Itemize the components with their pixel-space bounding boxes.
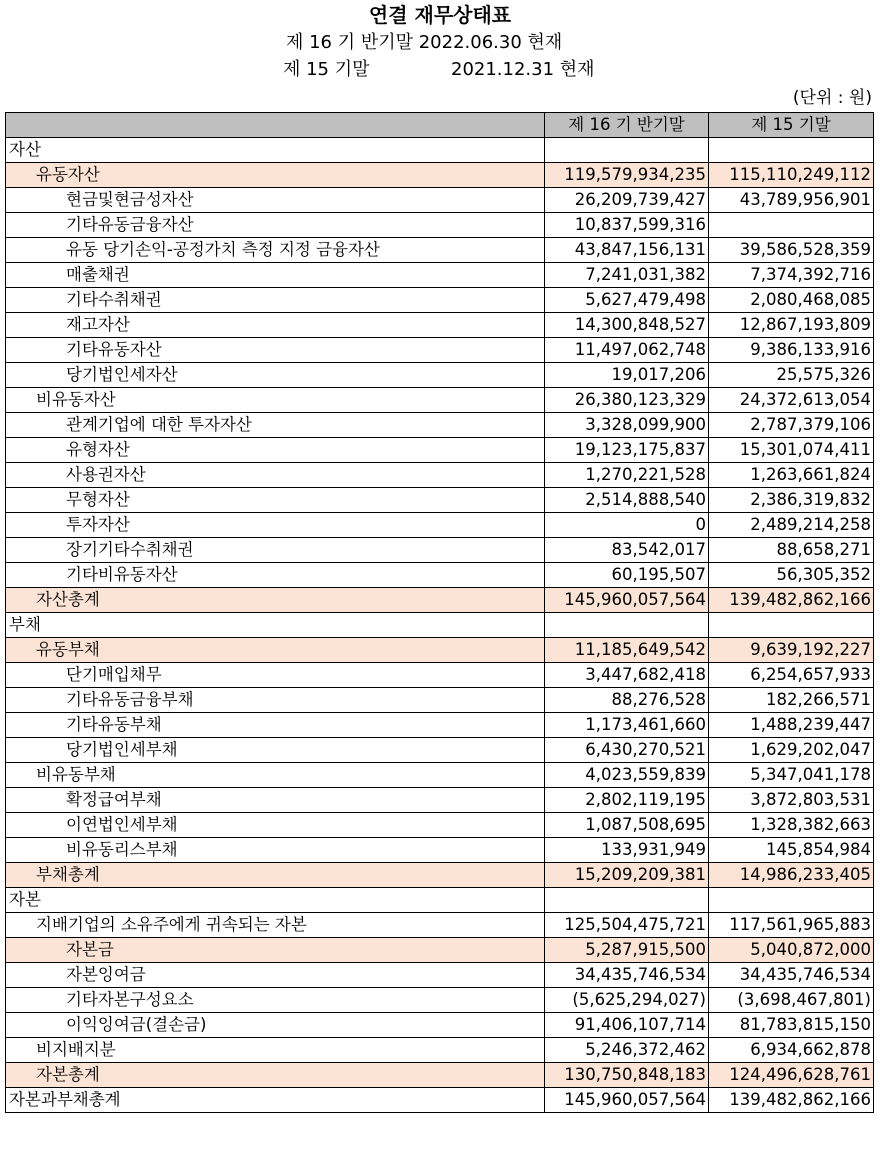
row-label: 지배기업의 소유주에게 귀속되는 자본: [6, 913, 545, 938]
current-period-value: (5,625,294,027): [545, 988, 709, 1013]
previous-period-value: 1,263,661,824: [709, 463, 874, 488]
table-row: [6, 438, 874, 463]
current-period-value: 11,497,062,748: [545, 338, 709, 363]
previous-period-value: [709, 138, 874, 163]
previous-period-value: 88,658,271: [709, 538, 874, 563]
row-label: 유동부채: [6, 638, 545, 663]
row-label: 기타자본구성요소: [6, 988, 545, 1013]
table-row: [6, 288, 874, 313]
row-label: 투자자산: [6, 513, 545, 538]
previous-period-value: [709, 213, 874, 238]
table-row: [6, 188, 874, 213]
previous-period-value: 3,872,803,531: [709, 788, 874, 813]
table-row: [6, 913, 874, 938]
table-row: [6, 388, 874, 413]
row-label: 자본금: [6, 938, 545, 963]
row-label: 비유동부채: [6, 763, 545, 788]
row-label: 이연법인세부채: [6, 813, 545, 838]
table-row: [6, 988, 874, 1013]
current-period-value: 83,542,017: [545, 538, 709, 563]
current-period-value: 10,837,599,316: [545, 213, 709, 238]
row-label: 자본잉여금: [6, 963, 545, 988]
table-row: [6, 713, 874, 738]
header-previous-period: 제 15 기말: [709, 113, 874, 138]
current-period-value: 43,847,156,131: [545, 238, 709, 263]
current-period-value: [545, 138, 709, 163]
row-label: 자본: [6, 888, 545, 913]
previous-period-value: 2,787,379,106: [709, 413, 874, 438]
table-row: [6, 488, 874, 513]
current-period-value: [545, 613, 709, 638]
previous-period-value: 1,629,202,047: [709, 738, 874, 763]
current-period-value: 5,627,479,498: [545, 288, 709, 313]
current-period-value: 133,931,949: [545, 838, 709, 863]
table-row: [6, 888, 874, 913]
current-period-value: 3,447,682,418: [545, 663, 709, 688]
previous-period-value: 117,561,965,883: [709, 913, 874, 938]
current-period-value: 130,750,848,183: [545, 1063, 709, 1088]
report-title: 연결 재무상태표: [368, 3, 512, 27]
current-period-value: 5,287,915,500: [545, 938, 709, 963]
previous-period-value: [709, 888, 874, 913]
previous-period-value: 43,789,956,901: [709, 188, 874, 213]
current-period-value: 0: [545, 513, 709, 538]
row-label: 확정급여부채: [6, 788, 545, 813]
row-label: 당기법인세자산: [6, 363, 545, 388]
previous-period-value: 15,301,074,411: [709, 438, 874, 463]
previous-period-value: 124,496,628,761: [709, 1063, 874, 1088]
current-period-value: 119,579,934,235: [545, 163, 709, 188]
table-row: [6, 313, 874, 338]
current-period-value: 2,802,119,195: [545, 788, 709, 813]
table-row: [6, 338, 874, 363]
table-row: [6, 163, 874, 188]
row-label: 장기기타수취채권: [6, 538, 545, 563]
row-label: 자산: [6, 138, 545, 163]
table-row: [6, 263, 874, 288]
table-row: [6, 363, 874, 388]
previous-period-value: 56,305,352: [709, 563, 874, 588]
table-row: [6, 1063, 874, 1088]
previous-period-value: 2,080,468,085: [709, 288, 874, 313]
previous-period-value: 24,372,613,054: [709, 388, 874, 413]
current-period-value: 19,123,175,837: [545, 438, 709, 463]
current-period-value: 4,023,559,839: [545, 763, 709, 788]
row-label: 비유동리스부채: [6, 838, 545, 863]
current-period-value: 34,435,746,534: [545, 963, 709, 988]
current-period-value: 6,430,270,521: [545, 738, 709, 763]
row-label: 유동자산: [6, 163, 545, 188]
current-period-value: [545, 888, 709, 913]
table-row: [6, 563, 874, 588]
current-period-value: 1,270,221,528: [545, 463, 709, 488]
previous-period-value: 145,854,984: [709, 838, 874, 863]
table-row: [6, 938, 874, 963]
row-label: 무형자산: [6, 488, 545, 513]
table-row: [6, 1088, 874, 1113]
table-row: [6, 763, 874, 788]
row-label: 부채: [6, 613, 545, 638]
table-row: [6, 788, 874, 813]
current-period-value: 26,380,123,329: [545, 388, 709, 413]
current-period-value: 14,300,848,527: [545, 313, 709, 338]
table-row: [6, 138, 874, 163]
previous-period-value: 1,488,239,447: [709, 713, 874, 738]
table-header-row: [6, 113, 874, 138]
row-label: 단기매입채무: [6, 663, 545, 688]
table-row: [6, 613, 874, 638]
unit-label: (단위 : 원): [792, 88, 872, 108]
balance-sheet-table: [5, 112, 874, 1113]
row-label: 비유동자산: [6, 388, 545, 413]
previous-period-value: 139,482,862,166: [709, 588, 874, 613]
previous-period-value: 39,586,528,359: [709, 238, 874, 263]
previous-period-label: 제 15 기말: [283, 59, 370, 80]
current-period-value: 15,209,209,381: [545, 863, 709, 888]
previous-period-value: 2,386,319,832: [709, 488, 874, 513]
current-period-value: 60,195,507: [545, 563, 709, 588]
current-period-value: 7,241,031,382: [545, 263, 709, 288]
current-period-value: 91,406,107,714: [545, 1013, 709, 1038]
table-row: [6, 663, 874, 688]
previous-period-value: 9,639,192,227: [709, 638, 874, 663]
current-period-value: 2,514,888,540: [545, 488, 709, 513]
previous-period-value: 9,386,133,916: [709, 338, 874, 363]
row-label: 유동 당기손익-공정가치 측정 지정 금융자산: [6, 238, 545, 263]
previous-period-value: 25,575,326: [709, 363, 874, 388]
table-row: [6, 688, 874, 713]
previous-period-value: 5,040,872,000: [709, 938, 874, 963]
header-label-cell: [6, 113, 545, 138]
table-row: [6, 588, 874, 613]
table-row: [6, 413, 874, 438]
previous-period-value: 34,435,746,534: [709, 963, 874, 988]
table-row: [6, 513, 874, 538]
table-row: [6, 738, 874, 763]
row-label: 자본과부채총계: [6, 1088, 545, 1113]
current-period-value: 5,246,372,462: [545, 1038, 709, 1063]
row-label: 관계기업에 대한 투자자산: [6, 413, 545, 438]
table-row: [6, 638, 874, 663]
table-row: [6, 538, 874, 563]
row-label: 현금및현금성자산: [6, 188, 545, 213]
current-period-value: 88,276,528: [545, 688, 709, 713]
current-period-value: 11,185,649,542: [545, 638, 709, 663]
table-row: [6, 463, 874, 488]
previous-period-value: 81,783,815,150: [709, 1013, 874, 1038]
current-period-value: 1,087,508,695: [545, 813, 709, 838]
previous-period-value: 2,489,214,258: [709, 513, 874, 538]
table-row: [6, 838, 874, 863]
row-label: 매출채권: [6, 263, 545, 288]
previous-period-value: 12,867,193,809: [709, 313, 874, 338]
previous-period-value: 7,374,392,716: [709, 263, 874, 288]
row-label: 자본총계: [6, 1063, 545, 1088]
row-label: 기타유동자산: [6, 338, 545, 363]
row-label: 기타유동금융자산: [6, 213, 545, 238]
previous-period-value: 6,934,662,878: [709, 1038, 874, 1063]
current-period-value: 145,960,057,564: [545, 588, 709, 613]
previous-period-value: [709, 613, 874, 638]
row-label: 재고자산: [6, 313, 545, 338]
row-label: 비지배지분: [6, 1038, 545, 1063]
previous-period-value: 115,110,249,112: [709, 163, 874, 188]
previous-period-value: 182,266,571: [709, 688, 874, 713]
row-label: 자산총계: [6, 588, 545, 613]
previous-period-date: 2021.12.31 현재: [451, 59, 595, 80]
previous-period-value: 14,986,233,405: [709, 863, 874, 888]
previous-period-value: 1,328,382,663: [709, 813, 874, 838]
table-row: [6, 1038, 874, 1063]
header-current-period: 제 16 기 반기말: [545, 113, 709, 138]
table-row: [6, 813, 874, 838]
current-period-value: 145,960,057,564: [545, 1088, 709, 1113]
table-row: [6, 238, 874, 263]
current-period-line: 제 16 기 반기말 2022.06.30 현재: [286, 32, 563, 53]
row-label: 사용권자산: [6, 463, 545, 488]
row-label: 당기법인세부채: [6, 738, 545, 763]
table-row: [6, 863, 874, 888]
row-label: 이익잉여금(결손금): [6, 1013, 545, 1038]
table-row: [6, 1013, 874, 1038]
table-row: [6, 963, 874, 988]
row-label: 부채총계: [6, 863, 545, 888]
previous-period-value: (3,698,467,801): [709, 988, 874, 1013]
row-label: 기타수취채권: [6, 288, 545, 313]
row-label: 기타유동부채: [6, 713, 545, 738]
previous-period-value: 139,482,862,166: [709, 1088, 874, 1113]
previous-period-value: 6,254,657,933: [709, 663, 874, 688]
row-label: 기타유동금융부채: [6, 688, 545, 713]
current-period-value: 3,328,099,900: [545, 413, 709, 438]
current-period-value: 1,173,461,660: [545, 713, 709, 738]
table-row: [6, 213, 874, 238]
current-period-value: 125,504,475,721: [545, 913, 709, 938]
previous-period-value: 5,347,041,178: [709, 763, 874, 788]
current-period-value: 26,209,739,427: [545, 188, 709, 213]
current-period-value: 19,017,206: [545, 363, 709, 388]
row-label: 기타비유동자산: [6, 563, 545, 588]
row-label: 유형자산: [6, 438, 545, 463]
